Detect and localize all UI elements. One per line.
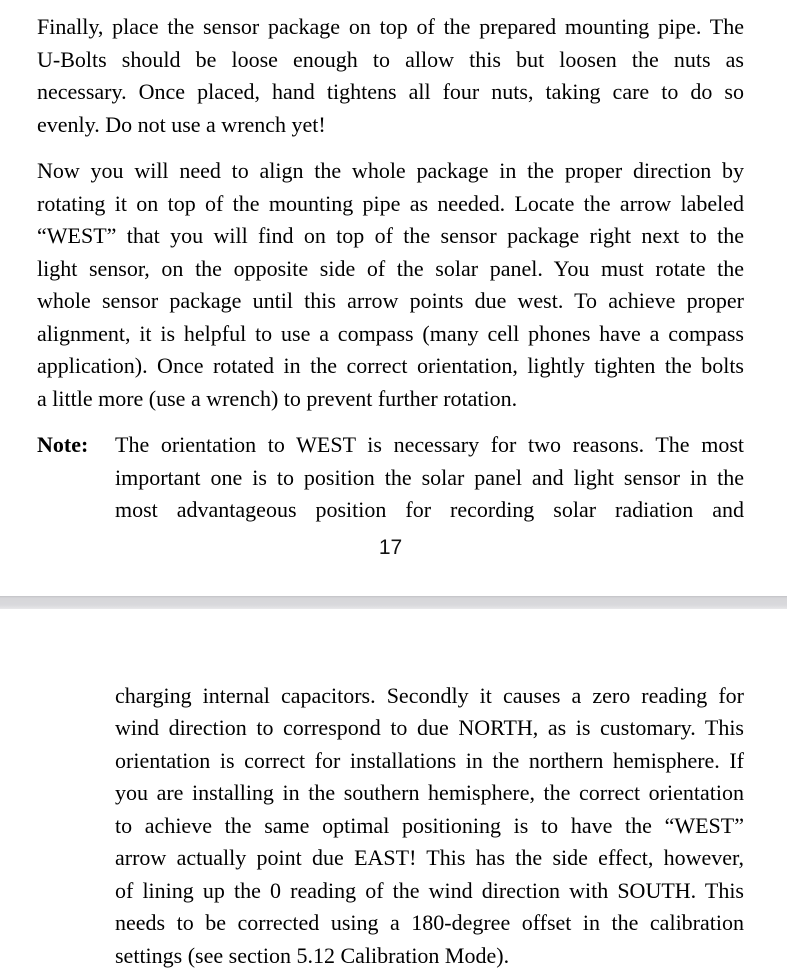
page-break-divider bbox=[0, 596, 787, 609]
text-line: of lining up the 0 reading of the wind direction with SOUTH. This bbox=[115, 875, 744, 908]
text-line: needs to be corrected using a 180-degree offset in the calibration bbox=[115, 907, 744, 940]
note-block bbox=[37, 429, 744, 527]
text-line: whole sensor package until this arrow points due west. To achieve proper bbox=[37, 285, 744, 318]
text-line: important one is to position the solar panel and light sensor in the bbox=[115, 462, 744, 495]
text-line: you are installing in the southern hemisphere, the correct orientation bbox=[115, 777, 744, 810]
text-line: Finally, place the sensor package on top of the prepared mounting pipe. The bbox=[37, 11, 744, 44]
text-line: application). Once rotated in the correct orientation, lightly tighten the bolts bbox=[37, 350, 744, 383]
text-line: “WEST” that you will find on top of the sensor package right next to the bbox=[37, 220, 744, 253]
paragraph-alignment bbox=[37, 155, 744, 415]
text-line: evenly. Do not use a wrench yet! bbox=[37, 109, 744, 142]
text-line: light sensor, on the opposite side of the solar panel. You must rotate the bbox=[37, 253, 744, 286]
text-line: charging internal capacitors. Secondly it causes a zero reading for bbox=[115, 680, 744, 713]
text-line: arrow actually point due EAST! This has the side effect, however, bbox=[115, 842, 744, 875]
note-continuation-block bbox=[115, 680, 744, 972]
text-line: orientation is correct for installations in the northern hemisphere. If bbox=[115, 745, 744, 778]
text-line: wind direction to correspond to due NORTH, as is customary. This bbox=[115, 712, 744, 745]
text-line: rotating it on top of the mounting pipe as needed. Locate the arrow labeled bbox=[37, 188, 744, 221]
paragraph-mounting bbox=[37, 11, 744, 141]
text-line: to achieve the same optimal positioning is to have the “WEST” bbox=[115, 810, 744, 843]
note-label: Note: bbox=[37, 429, 88, 462]
text-line: settings (see section 5.12 Calibration Mode). bbox=[115, 940, 744, 972]
text-line: U-Bolts should be loose enough to allow this but loosen the nuts as bbox=[37, 44, 744, 77]
document-page-18 bbox=[0, 609, 787, 972]
page-number: 17 bbox=[37, 536, 744, 560]
text-line: a little more (use a wrench) to prevent further rotation. bbox=[37, 383, 744, 416]
text-line: The orientation to WEST is necessary for two reasons. The most bbox=[115, 429, 744, 462]
text-line: most advantageous position for recording solar radiation and bbox=[115, 494, 744, 527]
text-line: alignment, it is helpful to use a compass (many cell phones have a compass bbox=[37, 318, 744, 351]
text-line: Now you will need to align the whole package in the proper direction by bbox=[37, 155, 744, 188]
text-line: necessary. Once placed, hand tightens all four nuts, taking care to do so bbox=[37, 76, 744, 109]
